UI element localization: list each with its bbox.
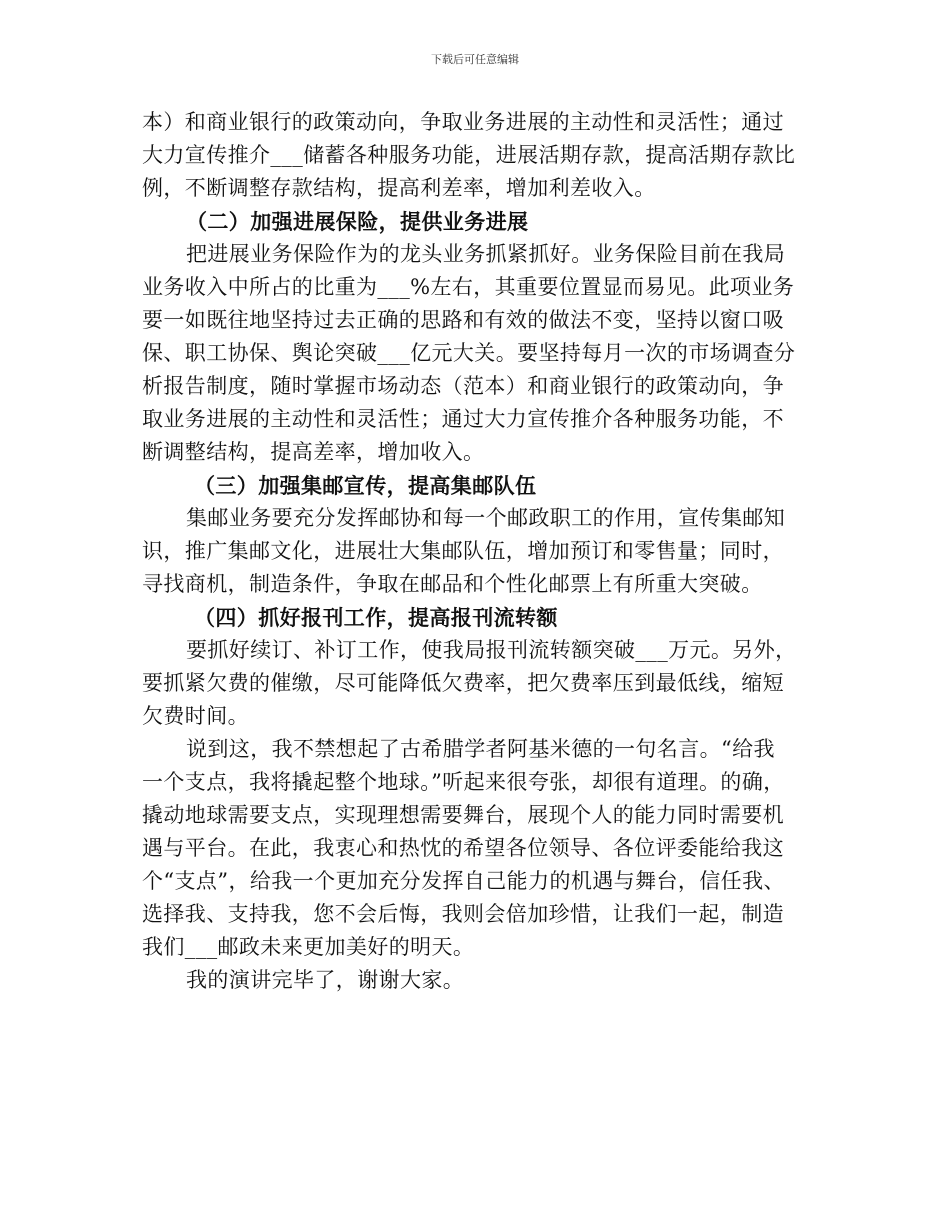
document-body: [142, 106, 810, 997]
text-line: 例，不断调整存款结构，提高利差率，增加利差收入。: [142, 176, 656, 200]
text-line: 保、职工协保、舆论突破___亿元大关。要坚持每月一次的市场调查分: [142, 341, 796, 365]
text-line: 说到这，我不禁想起了古希腊学者阿基米德的一句名言。“给我: [186, 737, 775, 761]
text-line: 集邮业务要充分发挥邮协和每一个邮政职工的作用，宣传集邮知: [186, 506, 786, 530]
text-line: 我的演讲完毕了，谢谢大家。: [186, 968, 465, 992]
paragraph-newspapers: [142, 634, 810, 733]
text-line: 业务收入中所占的比重为___%左右，其重要位置显而易见。此项业务: [142, 275, 795, 299]
text-line: 要一如既往地坚持过去正确的思路和有效的做法不变，坚持以窗口吸: [142, 308, 784, 332]
text-line: 撬动地球需要支点，实现理想需要舞台，展现个人的能力同时需要机: [142, 803, 784, 827]
text-line: 欠费时间。: [142, 704, 249, 728]
text-line: 取业务进展的主动性和灵活性；通过大力宣传推介各种服务功能，不: [142, 407, 784, 431]
text-line: 要抓好续订、补订工作，使我局报刊流转额突破___万元。另外，: [186, 638, 797, 662]
text-line: 断调整结构，提高差率，增加收入。: [142, 440, 485, 464]
text-line: 把进展业务保险作为的龙头业务抓紧抓好。业务保险目前在我局: [186, 242, 786, 266]
text-line: 要抓紧欠费的催缴，尽可能降低欠费率，把欠费率压到最低线，缩短: [142, 671, 784, 695]
text-line: 析报告制度，随时掌握市场动态（范本）和商业银行的政策动向，争: [142, 374, 784, 398]
text-line: 识，推广集邮文化，进展壮大集邮队伍，增加预订和零售量；同时，: [142, 539, 784, 563]
section-heading-insurance: （二）加强进展保险，提供业务进展: [186, 209, 529, 234]
text-line: 一个支点，我将撬起整个地球。”听起来很夸张，却很有道理。的确，: [142, 770, 785, 794]
paragraph-closing-speech: [142, 733, 810, 964]
text-line: 遇与平台。在此，我衷心和热忱的希望各位领导、各位评委能给我这: [142, 836, 784, 860]
paragraph-philately: [142, 502, 810, 601]
paragraph-insurance: [142, 238, 810, 469]
text-line: 大力宣传推介___储蓄各种服务功能，进展活期存款，提高活期存款比: [142, 143, 796, 167]
text-line: 选择我、支持我，您不会后悔，我则会倍加珍惜，让我们一起，制造: [142, 902, 784, 926]
paragraph-savings-continued: [142, 106, 810, 205]
section-heading-philately: （三）加强集邮宣传，提高集邮队伍: [194, 473, 537, 498]
section-heading-newspapers: （四）抓好报刊工作，提高报刊流转额: [194, 605, 558, 630]
paragraph-thanks: [142, 964, 810, 997]
text-line: 我们___邮政未来更加美好的明天。: [142, 935, 475, 959]
text-line: 寻找商机，制造条件，争取在邮品和个性化邮票上有所重大突破。: [142, 572, 763, 596]
text-line: 本）和商业银行的政策动向，争取业务进展的主动性和灵活性；通过: [142, 110, 784, 134]
text-line: 个“支点”，给我一个更加充分发挥自己能力的机遇与舞台，信任我、: [142, 869, 785, 893]
page-header: 下载后可任意编辑: [431, 53, 519, 66]
